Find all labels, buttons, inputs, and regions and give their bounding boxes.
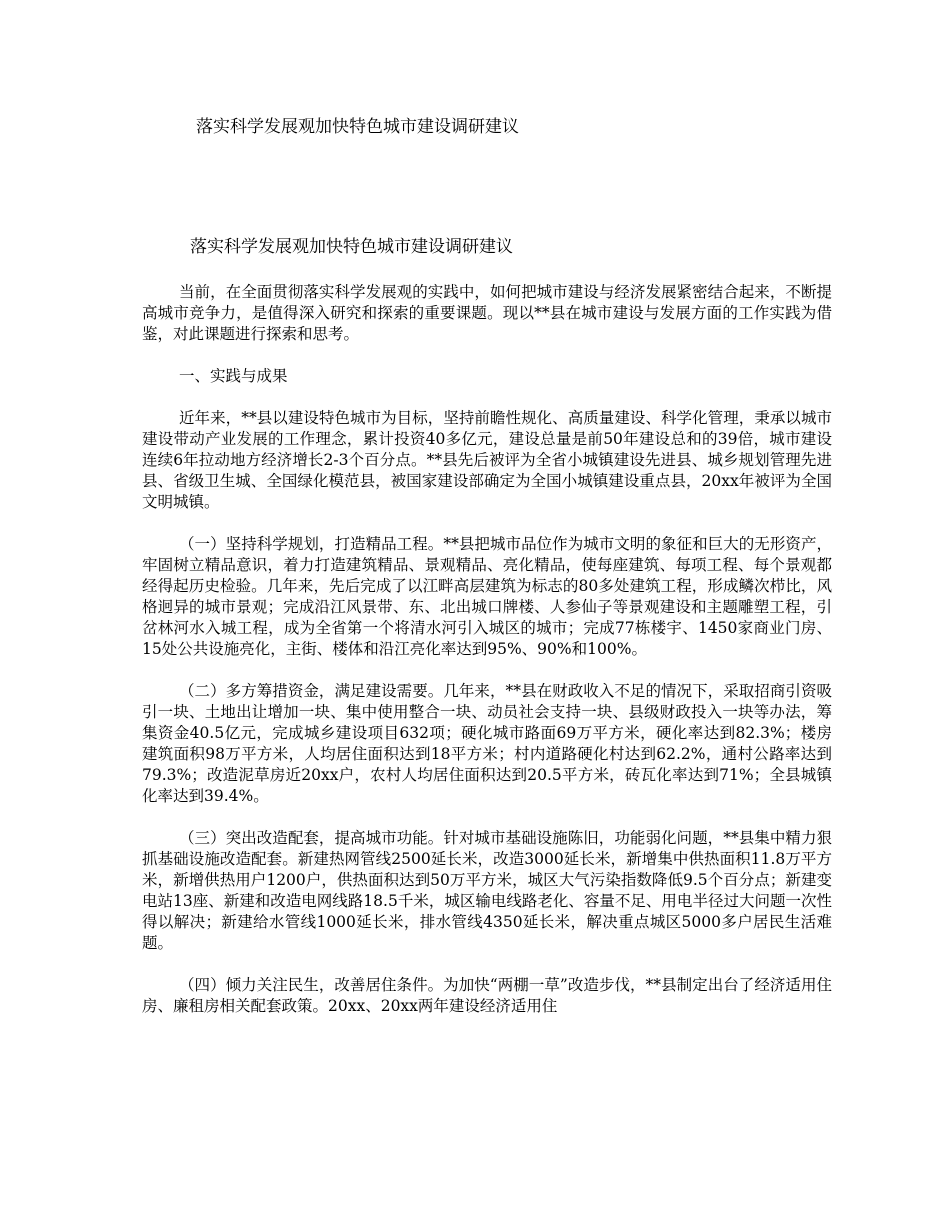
header-title: 落实科学发展观加快特色城市建设调研建议 [196,117,519,137]
paragraph-funding: （二）多方筹措资金，满足建设需要。几年来，**县在财政收入不足的情况下，采取招商引资吸引一块、土地出让增加一块、集中使用整合一块、动员社会支持一块、县级财政投入一块等办法，筹集资金40.5亿元，完成城乡建设项目632项；硬化城市路面69万平方米，硬化率达到82.3%；楼房建筑面积98万平方米，人均居住面积达到18平方米；村内道路硬化村达到62.2%，通村公路率达到79.3%；改造泥草房近20xx户，农村人均居住面积达到20.5平方米，砖瓦化率达到71%；全县城镇化率达到39.4%。 [142,682,832,805]
paragraph-livelihood: （四）倾力关注民生，改善居住条件。为加快“两棚一草”改造步伐，**县制定出台了经济适用住房、廉租房相关配套政策。20xx、20xx两年建设经济适用住 [142,976,832,1015]
paragraph-overview: 近年来，**县以建设特色城市为目标，坚持前瞻性规化、高质量建设、科学化管理，秉承以城市建设带动产业发展的工作理念，累计投资40多亿元，建设总量是前50年建设总和的39倍，城市建设连续6年拉动地方经济增长2-3个百分点。**县先后被评为全省小城镇建设先进县、城乡规划管理先进县、省级卫生城、全国绿化模范县，被国家建设部确定为全国小城镇建设重点县，20xx年被评为全国文明城镇。 [142,409,832,511]
page-title: 落实科学发展观加快特色城市建设调研建议 [190,237,513,257]
paragraph-infrastructure: （三）突出改造配套，提高城市功能。针对城市基础设施陈旧，功能弱化问题，**县集中精力狠抓基础设施改造配套。新建热网管线2500延长米，改造3000延长米，新增集中供热面积11.8万平方米，新增供热用户1200户，供热面积达到50万平方米，城区大气污染指数降低9.5个百分点；新建变电站13座、新建和改造电网线路18.5千米，城区输电线路老化、容量不足、用电半径过大问题一次性得以解决；新建给水管线1000延长米，排水管线4350延长米，解决重点城区5000多户居民生活难题。 [142,829,832,952]
document-body [142,282,832,1038]
paragraph-intro: 当前，在全面贯彻落实科学发展观的实践中，如何把城市建设与经济发展紧密结合起来，不断提高城市竞争力，是值得深入研究和探索的重要课题。现以**县在城市建设与发展方面的工作实践为借鉴，对此课题进行探索和思考。 [142,283,832,343]
section-heading: 一、实践与成果 [179,367,288,385]
paragraph-planning: （一）坚持科学规划，打造精品工程。**县把城市品位作为城市文明的象征和巨大的无形资产，牢固树立精品意识，着力打造建筑精品、景观精品、亮化精品，使每座建筑、每项工程、每个景观都经得起历史检验。几年来，先后完成了以江畔高层建筑为标志的80多处建筑工程，形成鳞次栉比，风格迥异的城市景观；完成沿江风景带、东、北出城口牌楼、人参仙子等景观建设和主题雕塑工程，引岔林河水入城工程，成为全省第一个将清水河引入城区的城市；完成77栋楼宇、1450家商业门房、15处公共设施亮化，主街、楼体和沿江亮化率达到95%、90%和100%。 [142,535,832,658]
